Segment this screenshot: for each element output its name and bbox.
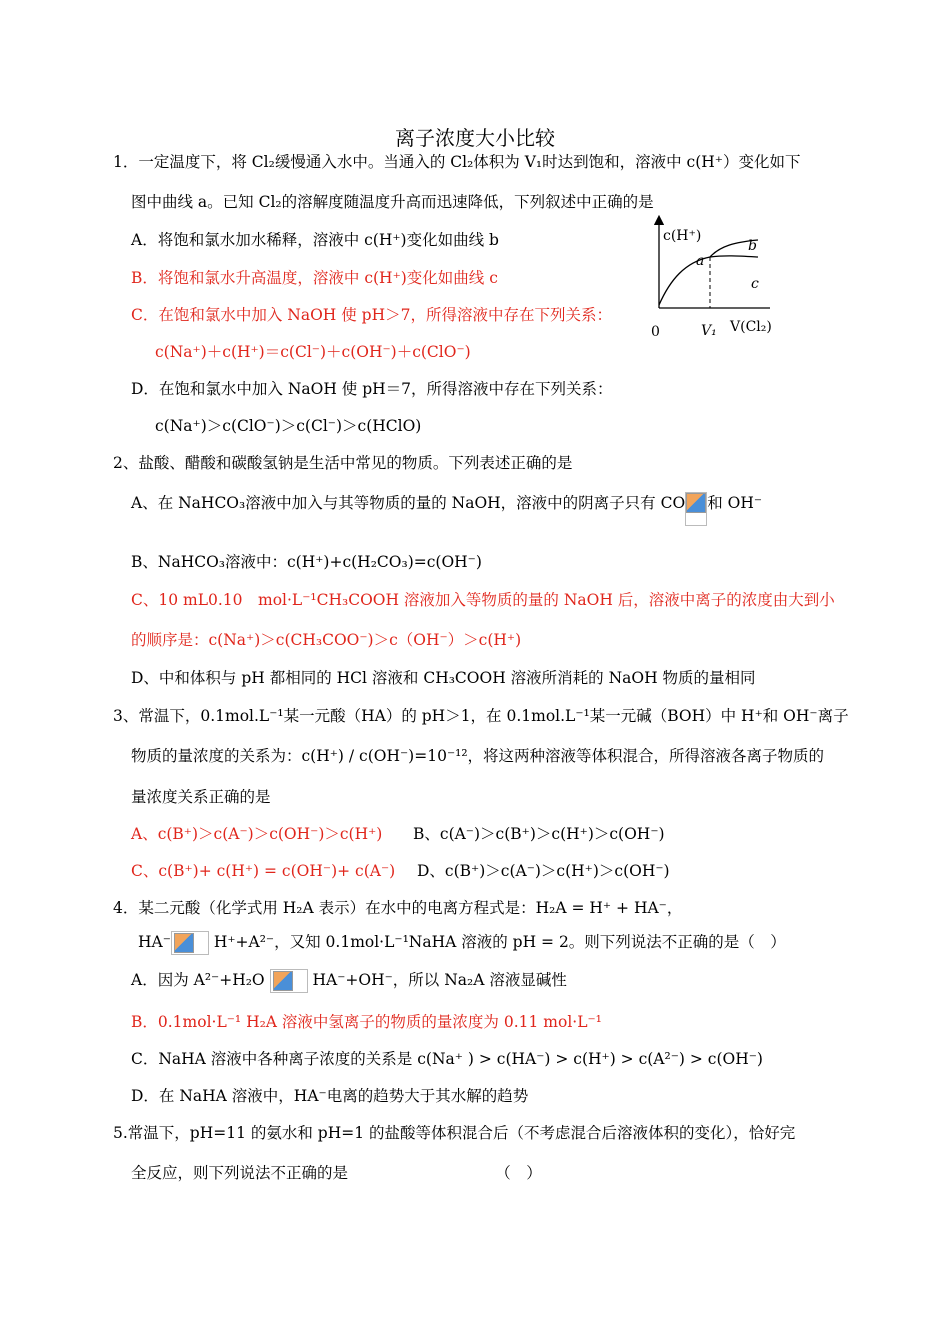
q2-option-a (131, 492, 762, 526)
image-placeholder-icon (174, 933, 194, 953)
image-placeholder-icon (686, 493, 706, 513)
q2-option-a-text-1: A、在 NaHCO₃溶液中加入与其等物质的量的 NaOH，溶液中的阴离子只有 CO (131, 494, 686, 512)
q1-option-b: B．将饱和氯水升高温度，溶液中 c(H⁺)变化如曲线 c (131, 269, 498, 287)
q1-option-d-line2: c(Na⁺)＞c(ClO⁻)＞c(Cl⁻)＞c(HClO) (155, 417, 422, 435)
q4-option-a-text-2: HA⁻+OH⁻，所以 Na₂A 溶液显碱性 (312, 971, 567, 989)
equilibrium-arrow-icon (270, 969, 308, 993)
q1-option-c-line2: c(Na⁺)＋c(H⁺)＝c(Cl⁻)＋c(OH⁻)＋c(ClO⁻) (155, 343, 471, 361)
q4-stem-text-2: H⁺+A²⁻，又知 0.1mol·L⁻¹NaHA 溶液的 pH = 2。则下列说法不正确的是（ ） (213, 933, 786, 951)
image-placeholder-icon (273, 971, 293, 991)
q4-option-a (131, 969, 567, 993)
q1-figure (630, 210, 780, 340)
q2-option-b: B、NaHCO₃溶液中：c(H⁺)+c(H₂CO₃)=c(OH⁻) (131, 553, 482, 571)
q3-stem-line2: 物质的量浓度的关系为：c(H⁺) / c(OH⁻)=10⁻¹²，将这两种溶液等体积混合，所得溶液各离子物质的 (131, 747, 825, 765)
page-title: 离子浓度大小比较 (395, 126, 555, 150)
curve-c (710, 256, 758, 257)
q1-stem-line1 (113, 151, 800, 173)
q3-option-a: A、c(B⁺)＞c(A⁻)＞c(OH⁻)＞c(H⁺) (131, 825, 383, 843)
q5-stem-line1: 5.常温下，pH=11 的氨水和 pH=1 的盐酸等体积混合后（不考虑混合后溶液体积的变化），恰好完 (113, 1124, 796, 1142)
q4-stem-line1: 4．某二元酸（化学式用 H₂A 表示）在水中的电离方程式是：H₂A = H⁺ + HA⁻， (113, 899, 683, 917)
q1-number: 1． (113, 153, 139, 171)
q1-stem-line2: 图中曲线 a。已知 Cl₂的溶解度随温度升高而迅速降低，下列叙述中正确的是 (131, 193, 654, 211)
q4-option-a-text-1: A．因为 A²⁻+H₂O (131, 971, 265, 989)
curve-b-label: b (748, 238, 757, 254)
q4-option-d: D．在 NaHA 溶液中，HA⁻电离的趋势大于其水解的趋势 (131, 1087, 529, 1105)
q3-option-d: D、c(B⁺)＞c(A⁻)＞c(H⁺)＞c(OH⁻) (417, 862, 670, 880)
q4-stem-text-1: HA⁻ (138, 933, 171, 951)
q2-option-c-line2: 的顺序是：c(Na⁺)＞c(CH₃COO⁻)＞c（OH⁻）＞c(H⁺) (131, 631, 522, 649)
q1-option-c-line1: C．在饱和氯水中加入 NaOH 使 pH＞7，所得溶液中存在下列关系： (131, 306, 612, 324)
q4-option-b: B．0.1mol·L⁻¹ H₂A 溶液中氢离子的物质的量浓度为 0.11 mol·L⁻¹ (131, 1013, 602, 1031)
q1-stem-text-1: 一定温度下，将 Cl₂缓慢通入水中。当通入的 Cl₂体积为 V₁时达到饱和，溶液中 c(H⁺）变化如下 (138, 153, 801, 171)
q3-option-c: C、c(B⁺)+ c(H⁺) = c(OH⁻)+ c(A⁻) (131, 862, 396, 880)
q2-option-c-line1: C、10 mL0.10 mol·L⁻¹CH₃COOH 溶液加入等物质的量的 NaOH 后，溶液中离子的浓度由大到小 (131, 591, 835, 609)
q2-stem: 2、盐酸、醋酸和碳酸氢钠是生活中常见的物质。下列表述正确的是 (113, 454, 573, 472)
origin-label: 0 (651, 324, 660, 340)
broken-image-icon (685, 492, 707, 526)
curve-c-label: c (751, 276, 759, 292)
q1-option-a: A．将饱和氯水加水稀释，溶液中 c(H⁺)变化如曲线 b (131, 231, 499, 249)
y-axis-label: c(H⁺) (663, 228, 702, 244)
q3-option-b: B、c(A⁻)＞c(B⁺)＞c(H⁺)＞c(OH⁻) (413, 825, 665, 843)
q5-stem-line2: 全反应，则下列说法不正确的是 （ ） (131, 1164, 542, 1182)
x-axis-label: V(Cl₂) (730, 319, 772, 335)
v1-label: V₁ (701, 323, 717, 339)
q1-option-d-line1: D．在饱和氯水中加入 NaOH 使 pH＝7，所得溶液中存在下列关系： (131, 380, 613, 398)
q3-stem-line3: 量浓度关系正确的是 (131, 788, 271, 806)
q3-stem-line1: 3、常温下，0.1mol.L⁻¹某一元酸（HA）的 pH＞1，在 0.1mol.L⁻¹某一元碱（BOH）中 H⁺和 OH⁻离子 (113, 707, 849, 725)
q4-stem-line2 (138, 931, 786, 955)
q2-option-d: D、中和体积与 pH 都相同的 HCl 溶液和 CH₃COOH 溶液所消耗的 NaOH 物质的量相同 (131, 669, 756, 687)
equilibrium-arrow-icon (171, 931, 209, 955)
q4-option-c: C．NaHA 溶液中各种离子浓度的关系是 c(Na⁺ ) > c(HA⁻) > c(H⁺) > c(A²⁻) > c(OH⁻) (131, 1050, 763, 1068)
q2-option-a-text-2: 和 OH⁻ (707, 494, 763, 512)
curve-a-label: a (696, 253, 705, 269)
